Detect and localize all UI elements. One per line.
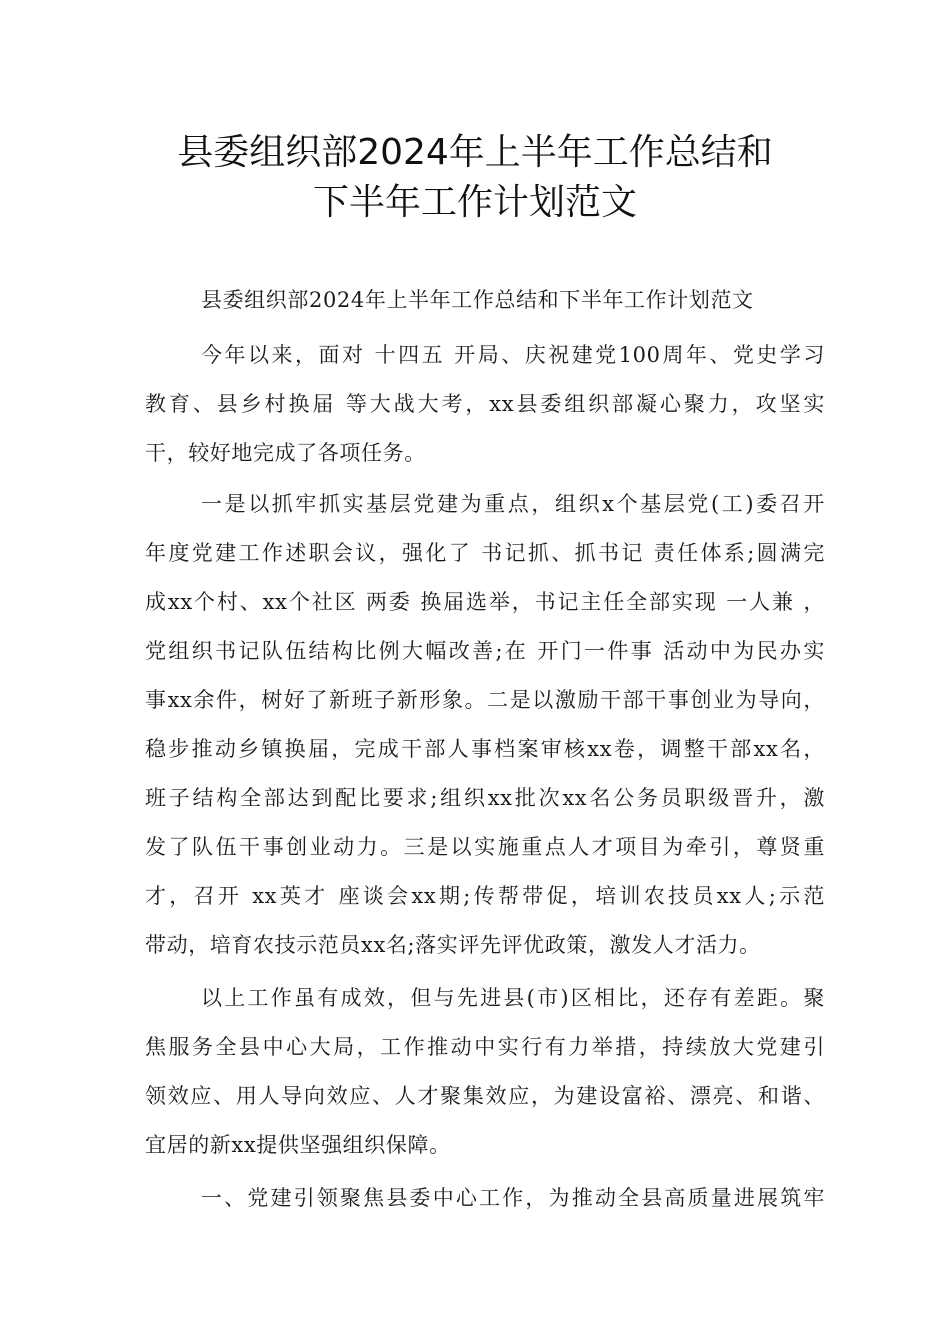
document-title-line-2: 下半年工作计划范文: [312, 182, 637, 223]
paragraph-1-line-1: 今年以来，面对 十四五 开局、庆祝建党100周年、党史学习: [201, 343, 825, 367]
subtitle-line: 县委组织部2024年上半年工作总结和下半年工作计划范文: [201, 288, 754, 312]
paragraph-2-line-4: 党组织书记队伍结构比例大幅改善;在 开门一件事 活动中为民办实: [145, 639, 825, 663]
document-title-line-1: 县委组织部2024年上半年工作总结和: [177, 132, 773, 173]
paragraph-3-line-1: 以上工作虽有成效，但与先进县(市)区相比，还存有差距。聚: [201, 986, 825, 1010]
paragraph-2-line-9: 才，召开 xx英才 座谈会xx期;传帮带促，培训农技员xx人;示范: [145, 884, 825, 908]
paragraph-3-line-4: 宜居的新xx提供坚强组织保障。: [145, 1133, 451, 1157]
paragraph-1-line-2: 教育、县乡村换届 等大战大考，xx县委组织部凝心聚力，攻坚实: [145, 392, 825, 416]
paragraph-1-line-3: 干，较好地完成了各项任务。: [145, 441, 426, 465]
paragraph-2-line-3: 成xx个村、xx个社区 两委 换届选举，书记主任全部实现 一人兼 ，: [145, 590, 825, 614]
paragraph-2-line-5: 事xx余件，树好了新班子新形象。二是以激励干部干事创业为导向，: [145, 688, 825, 712]
paragraph-2-line-7: 班子结构全部达到配比要求;组织xx批次xx名公务员职级晋升，激: [145, 786, 825, 810]
paragraph-2-line-2: 年度党建工作述职会议，强化了 书记抓、抓书记 责任体系;圆满完: [145, 541, 825, 565]
paragraph-2-line-1: 一是以抓牢抓实基层党建为重点，组织x个基层党(工)委召开: [201, 492, 825, 516]
paragraph-3-line-2: 焦服务全县中心大局，工作推动中实行有力举措，持续放大党建引: [145, 1035, 825, 1059]
paragraph-3-line-3: 领效应、用人导向效应、人才聚集效应，为建设富裕、漂亮、和谐、: [145, 1084, 825, 1108]
paragraph-2-line-6: 稳步推动乡镇换届，完成干部人事档案审核xx卷，调整干部xx名，: [145, 737, 825, 761]
paragraph-2-line-8: 发了队伍干事创业动力。三是以实施重点人才项目为牵引，尊贤重: [145, 835, 825, 859]
paragraph-2-line-10: 带动，培育农技示范员xx名;落实评先评优政策，激发人才活力。: [145, 933, 761, 957]
section-1-heading-line: 一、党建引领聚焦县委中心工作，为推动全县高质量进展筑牢: [201, 1186, 825, 1210]
